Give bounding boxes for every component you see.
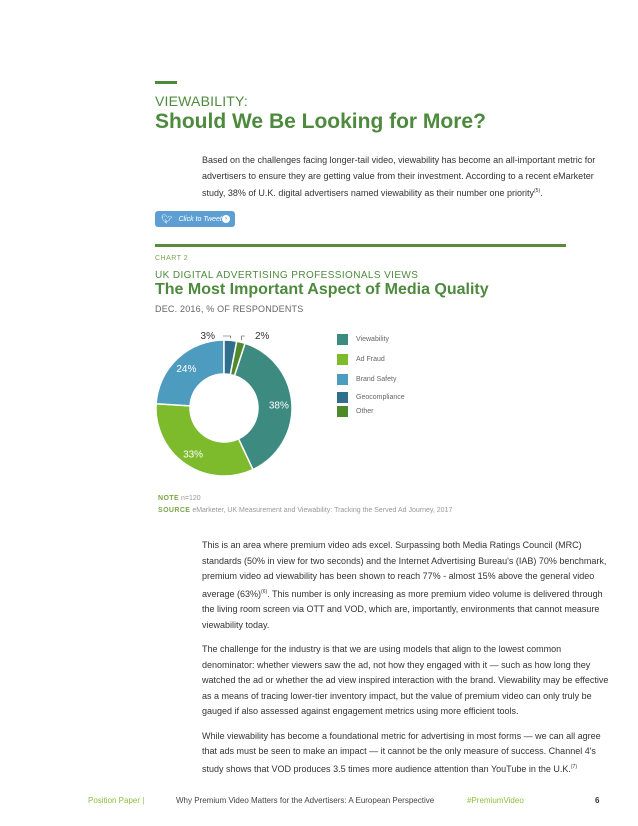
intro-text: Based on the challenges facing longer-tail video, viewability has become an all-important metric for advertisers to ensure they are getting value from their investment. According to a recent eMarketer study, 38% of U.K. digital advertisers named viewability as their number one priority xyxy=(202,155,596,198)
donut-chart xyxy=(150,320,310,480)
source-text: eMarketer, UK Measurement and Viewability: Tracking the Served Ad Journey, 2017 xyxy=(192,507,453,514)
body-p1-ref: (6) xyxy=(261,588,268,595)
chart-title: The Most Important Aspect of Media Quality xyxy=(155,281,489,298)
legend-item-brand-safety xyxy=(337,369,405,389)
note-label: NOTE xyxy=(158,495,180,502)
section-kicker: VIEWABILITY: xyxy=(155,93,248,109)
source-label: SOURCE xyxy=(158,507,191,514)
note-text: n=120 xyxy=(181,495,201,502)
legend-item-other xyxy=(337,406,405,417)
chart-subtitle: DEC. 2016, % OF RESPONDENTS xyxy=(155,304,304,314)
body-p3-text: While viewability has become a foundational metric for advertising in most forms — we can all agree that ads must be seen to make an impact — it cannot be the only measure of success. Channel 4's study shows that VOD produces 3.5 times more audience attention than YouTube in the U.K. xyxy=(202,730,601,774)
intro-paragraph xyxy=(202,153,612,202)
chart-kicker: UK DIGITAL ADVERTISING PROFESSIONALS VIEWS xyxy=(155,270,419,281)
footer-doc-type: Position Paper | xyxy=(88,796,145,805)
legend-swatch xyxy=(337,392,348,403)
legend-swatch xyxy=(337,406,348,417)
leader-line-geocompliance xyxy=(223,336,231,338)
chart-divider xyxy=(155,244,566,247)
body-p1-text: This is an area where premium video ads excel. Surpassing both Media Ratings Council (MRC) standards (50% in view for two seconds) and the Internet Advertising Bureau's (IAB) 70% benchmark, premium video ad viewability has been shown to reach 77% - almost 15% above the general video average (63%) xyxy=(202,540,607,599)
legend-item-viewability xyxy=(337,329,405,349)
arrow-circle-icon: › xyxy=(222,215,230,223)
body-p1-text-end: . This number is only increasing as more premium video volume is delivered through the living room screen via OTT and VOD, which are, importantly, environments that cannot measure viewability today. xyxy=(202,588,603,630)
slice-label-other: 2% xyxy=(255,331,270,342)
slice-label-geocompliance: 3% xyxy=(200,331,215,342)
legend-item-ad-fraud xyxy=(337,349,405,369)
accent-bar xyxy=(155,81,177,84)
chart-number: CHART 2 xyxy=(155,255,189,262)
page-title: Should We Be Looking for More? xyxy=(155,110,486,133)
body-p3-ref: (7) xyxy=(570,763,578,770)
body-paragraph-3 xyxy=(202,729,614,778)
twitter-bird-icon: 🐦︎ xyxy=(161,213,173,224)
slice-label-brand-safety: 24% xyxy=(176,363,197,375)
page-number: 6 xyxy=(595,796,600,805)
slice-label-viewability: 38% xyxy=(268,400,289,412)
legend-label: Viewability xyxy=(356,335,389,343)
body-paragraph-1 xyxy=(202,538,614,633)
legend-label: Ad Fraud xyxy=(356,355,385,363)
legend-swatch xyxy=(337,334,348,345)
click-to-tweet-button[interactable] xyxy=(155,211,235,227)
slice-label-ad-fraud: 33% xyxy=(183,449,204,461)
intro-ref: (5) xyxy=(534,188,541,194)
legend-label: Brand Safety xyxy=(356,375,397,383)
legend-swatch xyxy=(337,374,348,385)
chart-legend xyxy=(337,329,405,417)
intro-end: . xyxy=(540,188,543,198)
body-paragraph-2: The challenge for the industry is that we are using models that align to the lowest common denominator: whether viewers saw the ad, not how they engaged with it — such as how long they watched the ad or whether the ad view inspired interaction with the brand. Viewability may be effective as a means of tracing lower-tier inventory impact, but the value of premium video can only truly be gauged if also assessed against engagement metrics using more efficient tools. xyxy=(202,644,609,716)
legend-label: Other xyxy=(356,408,374,415)
tweet-label: Click to Tweet xyxy=(178,215,222,223)
footer-title: Why Premium Video Matters for the Advertisers: A European Perspective xyxy=(176,796,435,805)
legend-label: Geocompliance xyxy=(356,394,405,401)
leader-line-other xyxy=(241,336,245,340)
legend-item-geocompliance xyxy=(337,389,405,406)
footer-hashtag[interactable]: #PremiumVideo xyxy=(467,796,524,805)
chart-notes xyxy=(158,493,452,517)
legend-swatch xyxy=(337,354,348,365)
slice-ad-fraud xyxy=(156,404,253,476)
body-text xyxy=(202,538,614,786)
